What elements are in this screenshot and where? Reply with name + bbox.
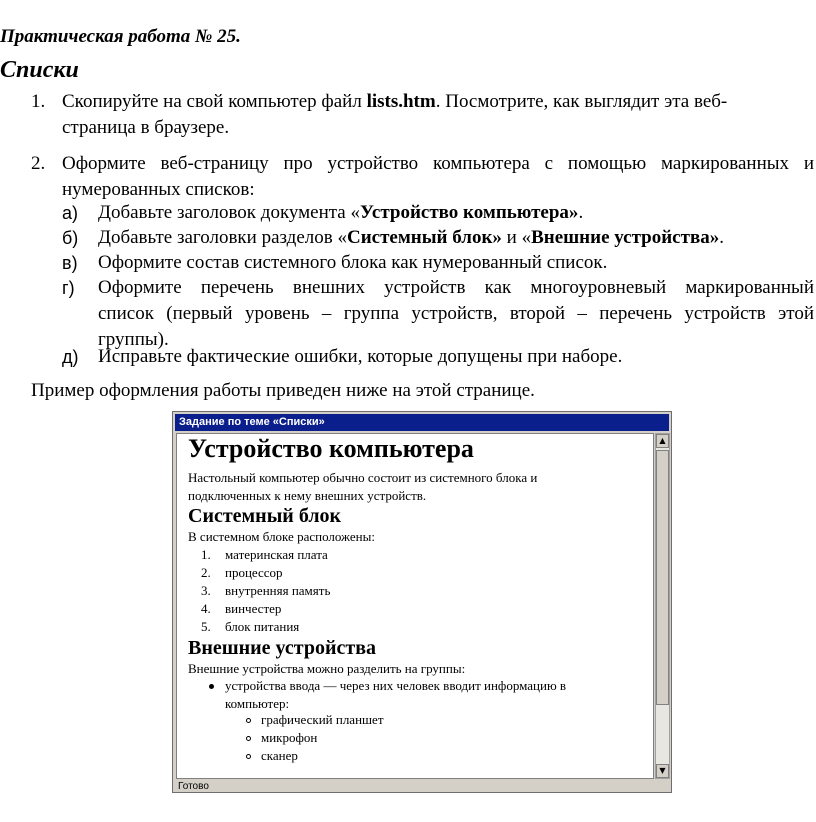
sub-item-d-line-2: список (первый уровень – группа устройств, второй – перечень устройств этой [98, 303, 814, 324]
item-number: 2. [31, 153, 46, 174]
list-item: винчестер [225, 601, 282, 616]
item-1-text [62, 89, 814, 141]
item-1-text-b: . Посмотрите, как выглядит эта веб- [435, 91, 728, 112]
list-number: 5. [201, 619, 211, 634]
sub-letter: а) [62, 203, 79, 223]
circle-bullet-icon [246, 718, 251, 723]
section-title: Списки [0, 57, 79, 83]
item-1-line-2: страница в браузере. [62, 117, 230, 138]
item-2-line-2: нумерованных списков: [62, 179, 255, 200]
list-number: 3. [201, 583, 211, 598]
circle-bullet-icon [246, 754, 251, 759]
bullet-icon [209, 684, 214, 689]
sub-item-b-bold: Системный блок» [346, 227, 502, 248]
external-heading: Внешние устройства [188, 637, 377, 659]
list-item: материнская плата [225, 547, 328, 562]
browser-window [172, 411, 672, 793]
system-intro: В системном блоке расположены: [188, 529, 375, 544]
sub-item-a-text: Добавьте заголовок документа « [98, 202, 360, 223]
system-heading: Системный блок [188, 505, 342, 527]
external-intro: Внешние устройства можно разделить на группы: [188, 661, 466, 676]
scroll-up-icon[interactable]: ▲ [656, 434, 669, 448]
sub-letter: г) [62, 278, 75, 298]
browser-content [176, 433, 654, 779]
file-name: lists.htm [366, 91, 436, 112]
sub-item-b [98, 225, 814, 251]
sub-item-a [98, 200, 814, 226]
list-item: графический планшет [261, 712, 384, 727]
example-note: Пример оформления работы приведен ниже на этой странице. [31, 380, 535, 401]
list-item: микрофон [261, 730, 318, 745]
list-item: внутренняя память [225, 583, 331, 598]
list-item: устройства ввода — через них человек вводит информацию в [225, 678, 567, 693]
sub-item-d-line-3: группы). [98, 329, 169, 350]
sub-item-b-text: Добавьте заголовки разделов « [98, 227, 347, 248]
sub-item-a-bold: Устройство компьютера» [360, 202, 579, 223]
intro-line-1: Настольный компьютер обычно состоит из системного блока и [188, 470, 538, 485]
list-item-continuation: компьютер: [225, 696, 290, 711]
status-bar: Готово [178, 781, 209, 792]
scroll-down-icon[interactable]: ▼ [656, 764, 669, 778]
practical-work-title: Практическая работа № 25. [0, 26, 241, 47]
sub-item-d-line-1: Оформите перечень внешних устройств как многоуровневый маркированный [98, 277, 814, 298]
sub-letter: д) [62, 347, 79, 367]
sub-item-c: Оформите состав системного блока как нумерованный список. [98, 252, 608, 273]
circle-bullet-icon [246, 736, 251, 741]
sub-item-d [98, 275, 814, 353]
list-item: процессор [225, 565, 283, 580]
list-number: 1. [201, 547, 211, 562]
item-2-line-1: Оформите веб-страницу про устройство компьютера с помощью маркированных и [62, 153, 814, 174]
sub-item-b-bold-2: Внешние устройства» [531, 227, 720, 248]
sub-letter: б) [62, 228, 79, 248]
page-heading: Устройство компьютера [188, 434, 474, 463]
sub-item-b-mid: и « [501, 227, 532, 248]
list-number: 2. [201, 565, 211, 580]
item-number: 1. [31, 91, 46, 112]
intro-line-2: подключенных к нему внешних устройств. [188, 488, 427, 503]
vertical-scrollbar[interactable] [655, 433, 670, 779]
list-item: сканер [261, 748, 298, 763]
sub-item-b-end: . [719, 227, 724, 248]
sub-item-e: Исправьте фактические ошибки, которые допущены при наборе. [98, 346, 623, 367]
sub-item-a-end: . [578, 202, 584, 223]
item-2-text [62, 151, 814, 203]
list-item: блок питания [225, 619, 300, 634]
window-title: Задание по теме «Списки» [175, 414, 669, 431]
item-1-text-a: Скопируйте на свой компьютер файл [62, 91, 362, 112]
scroll-thumb[interactable] [656, 450, 669, 705]
list-number: 4. [201, 601, 211, 616]
sub-letter: в) [62, 253, 78, 273]
